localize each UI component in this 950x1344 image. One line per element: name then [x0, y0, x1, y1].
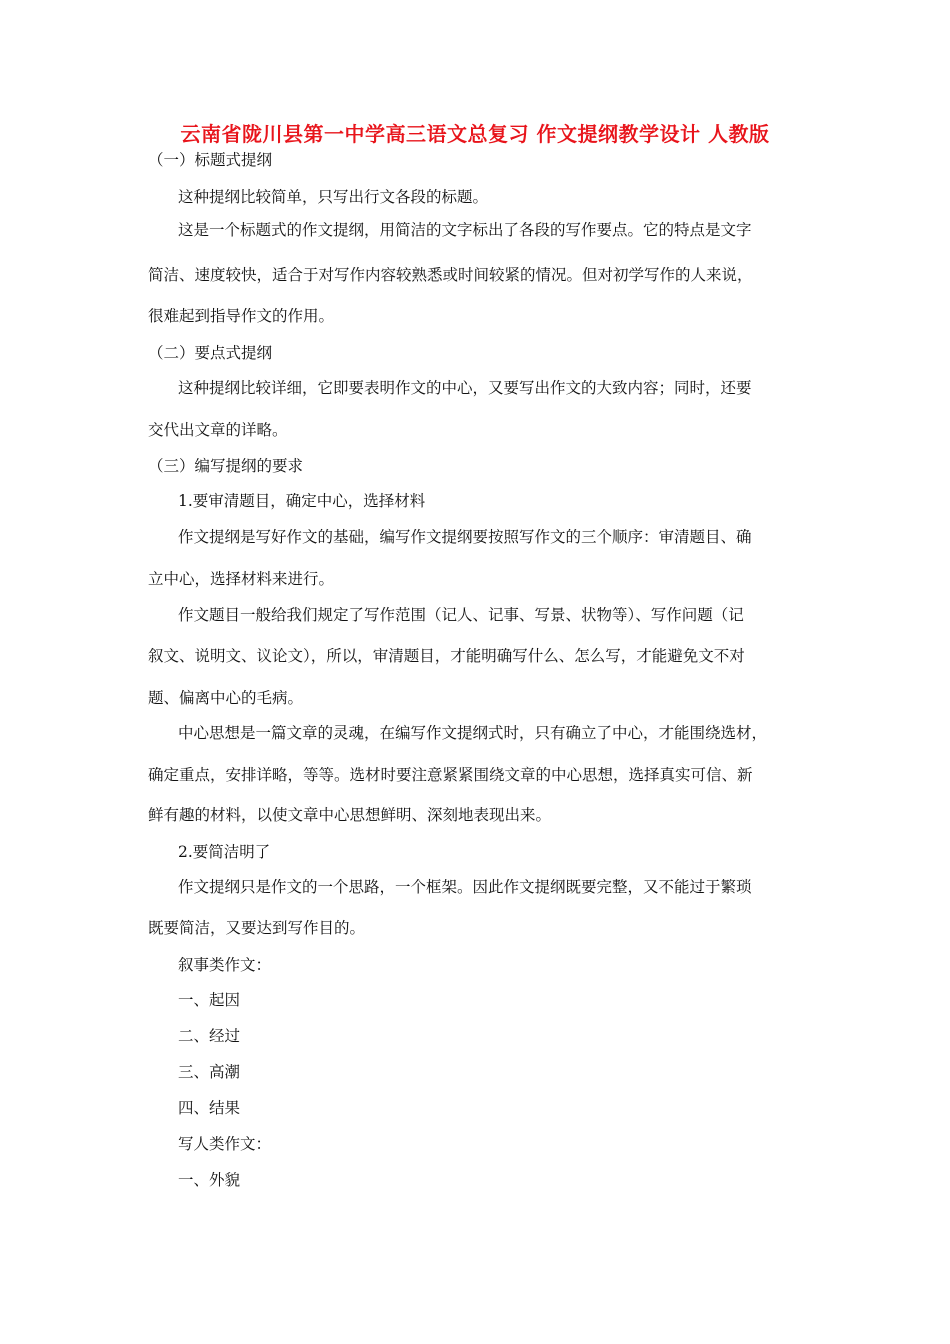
paragraph-line: 确定重点，安排详略，等等。选材时要注意紧紧围绕文章的中心思想，选择真实可信、新: [148, 766, 753, 784]
paragraph-line: 这是一个标题式的作文提纲，用简洁的文字标出了各段的写作要点。它的特点是文字: [178, 221, 752, 239]
list-item: 四、结果: [178, 1099, 241, 1117]
paragraph-line: 很难起到指导作文的作用。: [148, 307, 335, 325]
paragraph-line: 作文题目一般给我们规定了写作范围（记人、记事、写景、状物等）、写作问题（记: [178, 606, 744, 624]
subsection-heading-2: 2.要简洁明了: [178, 843, 271, 861]
section-heading-2: （二）要点式提纲: [148, 344, 273, 362]
paragraph-line: 中心思想是一篇文章的灵魂，在编写作文提纲式时，只有确立了中心，才能围绕选材，: [178, 724, 768, 742]
list-heading: 写人类作文：: [178, 1135, 272, 1153]
paragraph-line: 鲜有趣的材料，以使文章中心思想鲜明、深刻地表现出来。: [148, 806, 552, 824]
section-heading-1: （一）标题式提纲: [148, 151, 273, 169]
list-item: 三、高潮: [178, 1063, 241, 1081]
paragraph-line: 作文提纲是写好作文的基础，编写作文提纲要按照写作文的三个顺序：审清题目、确: [178, 528, 752, 546]
list-heading: 叙事类作文：: [178, 956, 272, 974]
list-item: 一、外貌: [178, 1171, 241, 1189]
section-heading-3: （三）编写提纲的要求: [148, 457, 304, 475]
paragraph-line: 题、偏离中心的毛病。: [148, 689, 304, 707]
paragraph-line: 既要简洁，又要达到写作目的。: [148, 919, 366, 937]
paragraph-line: 叙文、说明文、议论文），所以，审清题目，才能明确写什么、怎么写，才能避免文不对: [148, 647, 745, 665]
paragraph-line: 这种提纲比较详细，它即要表明作文的中心，又要写出作文的大致内容；同时，还要: [178, 379, 752, 397]
page-title: 云南省陇川县第一中学高三语文总复习 作文提纲教学设计 人教版: [180, 122, 770, 146]
paragraph-line: 作文提纲只是作文的一个思路，一个框架。因此作文提纲既要完整，又不能过于繁琐: [178, 878, 752, 896]
paragraph-line: 这种提纲比较简单，只写出行文各段的标题。: [178, 188, 489, 206]
paragraph-line: 立中心，选择材料来进行。: [148, 570, 335, 588]
list-item: 二、经过: [178, 1027, 241, 1045]
list-item: 一、起因: [178, 991, 241, 1009]
paragraph-line: 交代出文章的详略。: [148, 421, 288, 439]
paragraph-line: 简洁、速度较快，适合于对写作内容较熟悉或时间较紧的情况。但对初学写作的人来说，: [148, 266, 753, 284]
subsection-heading-1: 1.要审清题目，确定中心，选择材料: [178, 492, 426, 510]
